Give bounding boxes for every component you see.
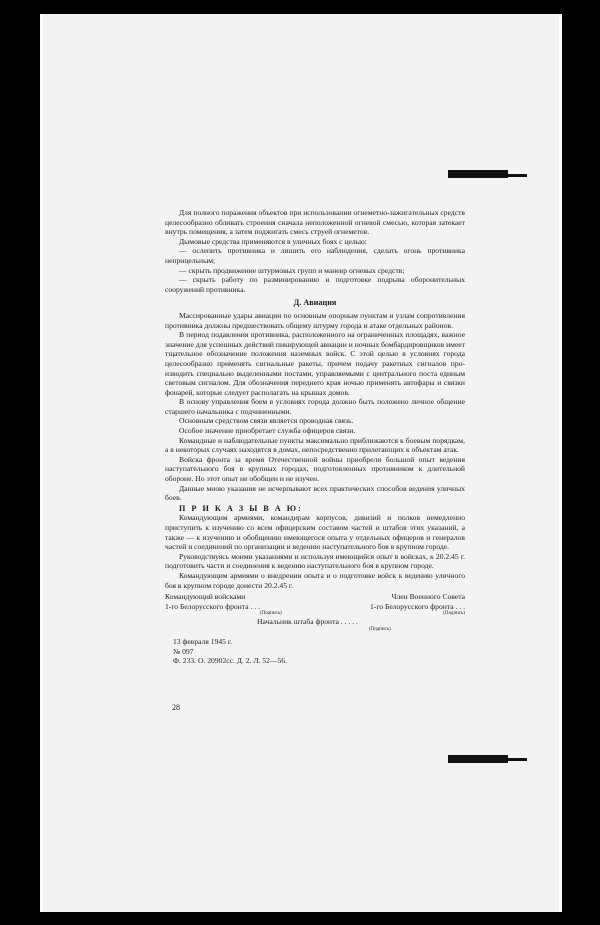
paragraph: — ослепить противника и лишить его наблюдения, сделать огонь противника неприцельным;	[165, 246, 465, 265]
paragraph: Командные и наблюдательные пункты максимально приближаются к боевым порядкам, а в некоторых случаях находятся в домах, непосредственно прилегающих к объектам атак.	[165, 435, 465, 455]
signature-block	[165, 592, 465, 617]
paragraph: В основу управления боем в условиях города должно быть положено личное общение старшего начальника с подчиненными.	[165, 397, 465, 416]
page-edge-left	[40, 14, 43, 912]
archive-reference: Ф. 233. О. 20902сс. Д. 2. Л. 52—56.	[173, 656, 287, 666]
signature-chief-note: (Подпись)	[369, 626, 391, 632]
paragraph: Основным средством связи является проводная связь.	[179, 416, 354, 426]
order-heading: П Р И К А З Ы В А Ю:	[179, 503, 303, 513]
signature-right-front: 1-го Белорусского фронта . . .	[370, 601, 465, 611]
paragraph: Дымовые средства применяются в уличных боях с целью:	[179, 236, 367, 246]
document-date: 13 февраля 1945 г.	[173, 636, 233, 646]
scan-mark-top-right	[448, 170, 508, 178]
paragraph: Командующим армиями о внедрении опыта и о подготовке войск к ведению уличного боя в крупном городе донести 20.2.45 г.	[165, 570, 465, 590]
paragraph: — скрыть продвижение штурмовых групп и маневр огневых средств;	[179, 265, 405, 275]
document-meta	[173, 637, 465, 666]
scan-mark-bottom-right-tail	[505, 758, 527, 761]
paragraph: Особое значение приобретает служба офицеров связи.	[179, 426, 356, 436]
signature-left-note: (Подпись)	[260, 611, 282, 617]
paragraph: Командующим армиями, командирам корпусов, дивизий и полков немедленно приступить к изучению со всем офицерским составом частей и штабов этих указаний, а также — к изучению и обобщению имеющегося опыта у отдельных офицеров и генералов частей и соединений по организации и ведению наступательного боя в крупном городе.	[165, 513, 465, 552]
paragraph: Массированные удары авиации по основным опорным пунктам и узлам сопротивления противника должны предшествовать общему штурму города и атаке отдельных районов.	[165, 310, 465, 330]
paragraph: В период подавления противника, расположенного на ограниченных площадях, важное значение для успешных действий пикирующей авиации и ночных бомбардировщиков имеет тщательное обозначение положения наземных войск. С этой целью в условиях города целесообразно применять сигнальные ракеты, причем подачу ракетных сигналов производить специально выделенными постами, управляемыми с центрального поста единым световым сигналом. Для обозначения переднего края ночью применять автофары и связки фонарей, которые следует располагать на крышах домов.	[165, 330, 465, 397]
section-title: Д. Авиация	[293, 298, 337, 308]
paragraph: — скрыть работу по разминированию и подготовке подрыва оборонительных сооружений противника.	[165, 275, 465, 294]
scan-mark-top-right-tail	[505, 174, 527, 177]
signature-right-note: (Подпись)	[443, 611, 465, 617]
page-number: 28	[172, 703, 180, 712]
signature-chief	[257, 617, 465, 633]
page-edge-right	[559, 14, 562, 912]
document-number: № 097	[173, 646, 194, 656]
signature-right-title: Член Военного Совета	[391, 592, 465, 602]
signature-chief-title: Начальник штаба фронта . . . . .	[257, 617, 358, 627]
document-body	[165, 208, 465, 666]
paragraph: Войска фронта за время Отечественной войны приобрели большой опыт ведения наступательного боя в крупных городах, подготовленных противником к длительной обороне. Но этот опыт не обобщен и не изучен.	[165, 454, 465, 484]
paragraph: Для полного поражения объектов при использовании огнеметно-зажигательных средств целесообразно обливать строения сначала неположенной огневой смесью, которая затекает внутрь помещения, а затем поджигать смесь струей огнеметов.	[165, 208, 465, 237]
signature-left-title: Командующий войсками	[165, 592, 246, 602]
scan-mark-bottom-right	[448, 755, 508, 763]
paragraph: Данные мною указания не исчерпывают всех практических способов ведения уличных боев.	[165, 483, 465, 503]
signature-left-front: 1-го Белорусского фронта . . .	[165, 601, 260, 611]
paragraph: Руководствуясь моими указаниями и используя имеющийся опыт в войсках, к 20.2.45 г. подготовить части и соединения к ведению наступательного боя в крупном городе.	[165, 551, 465, 571]
